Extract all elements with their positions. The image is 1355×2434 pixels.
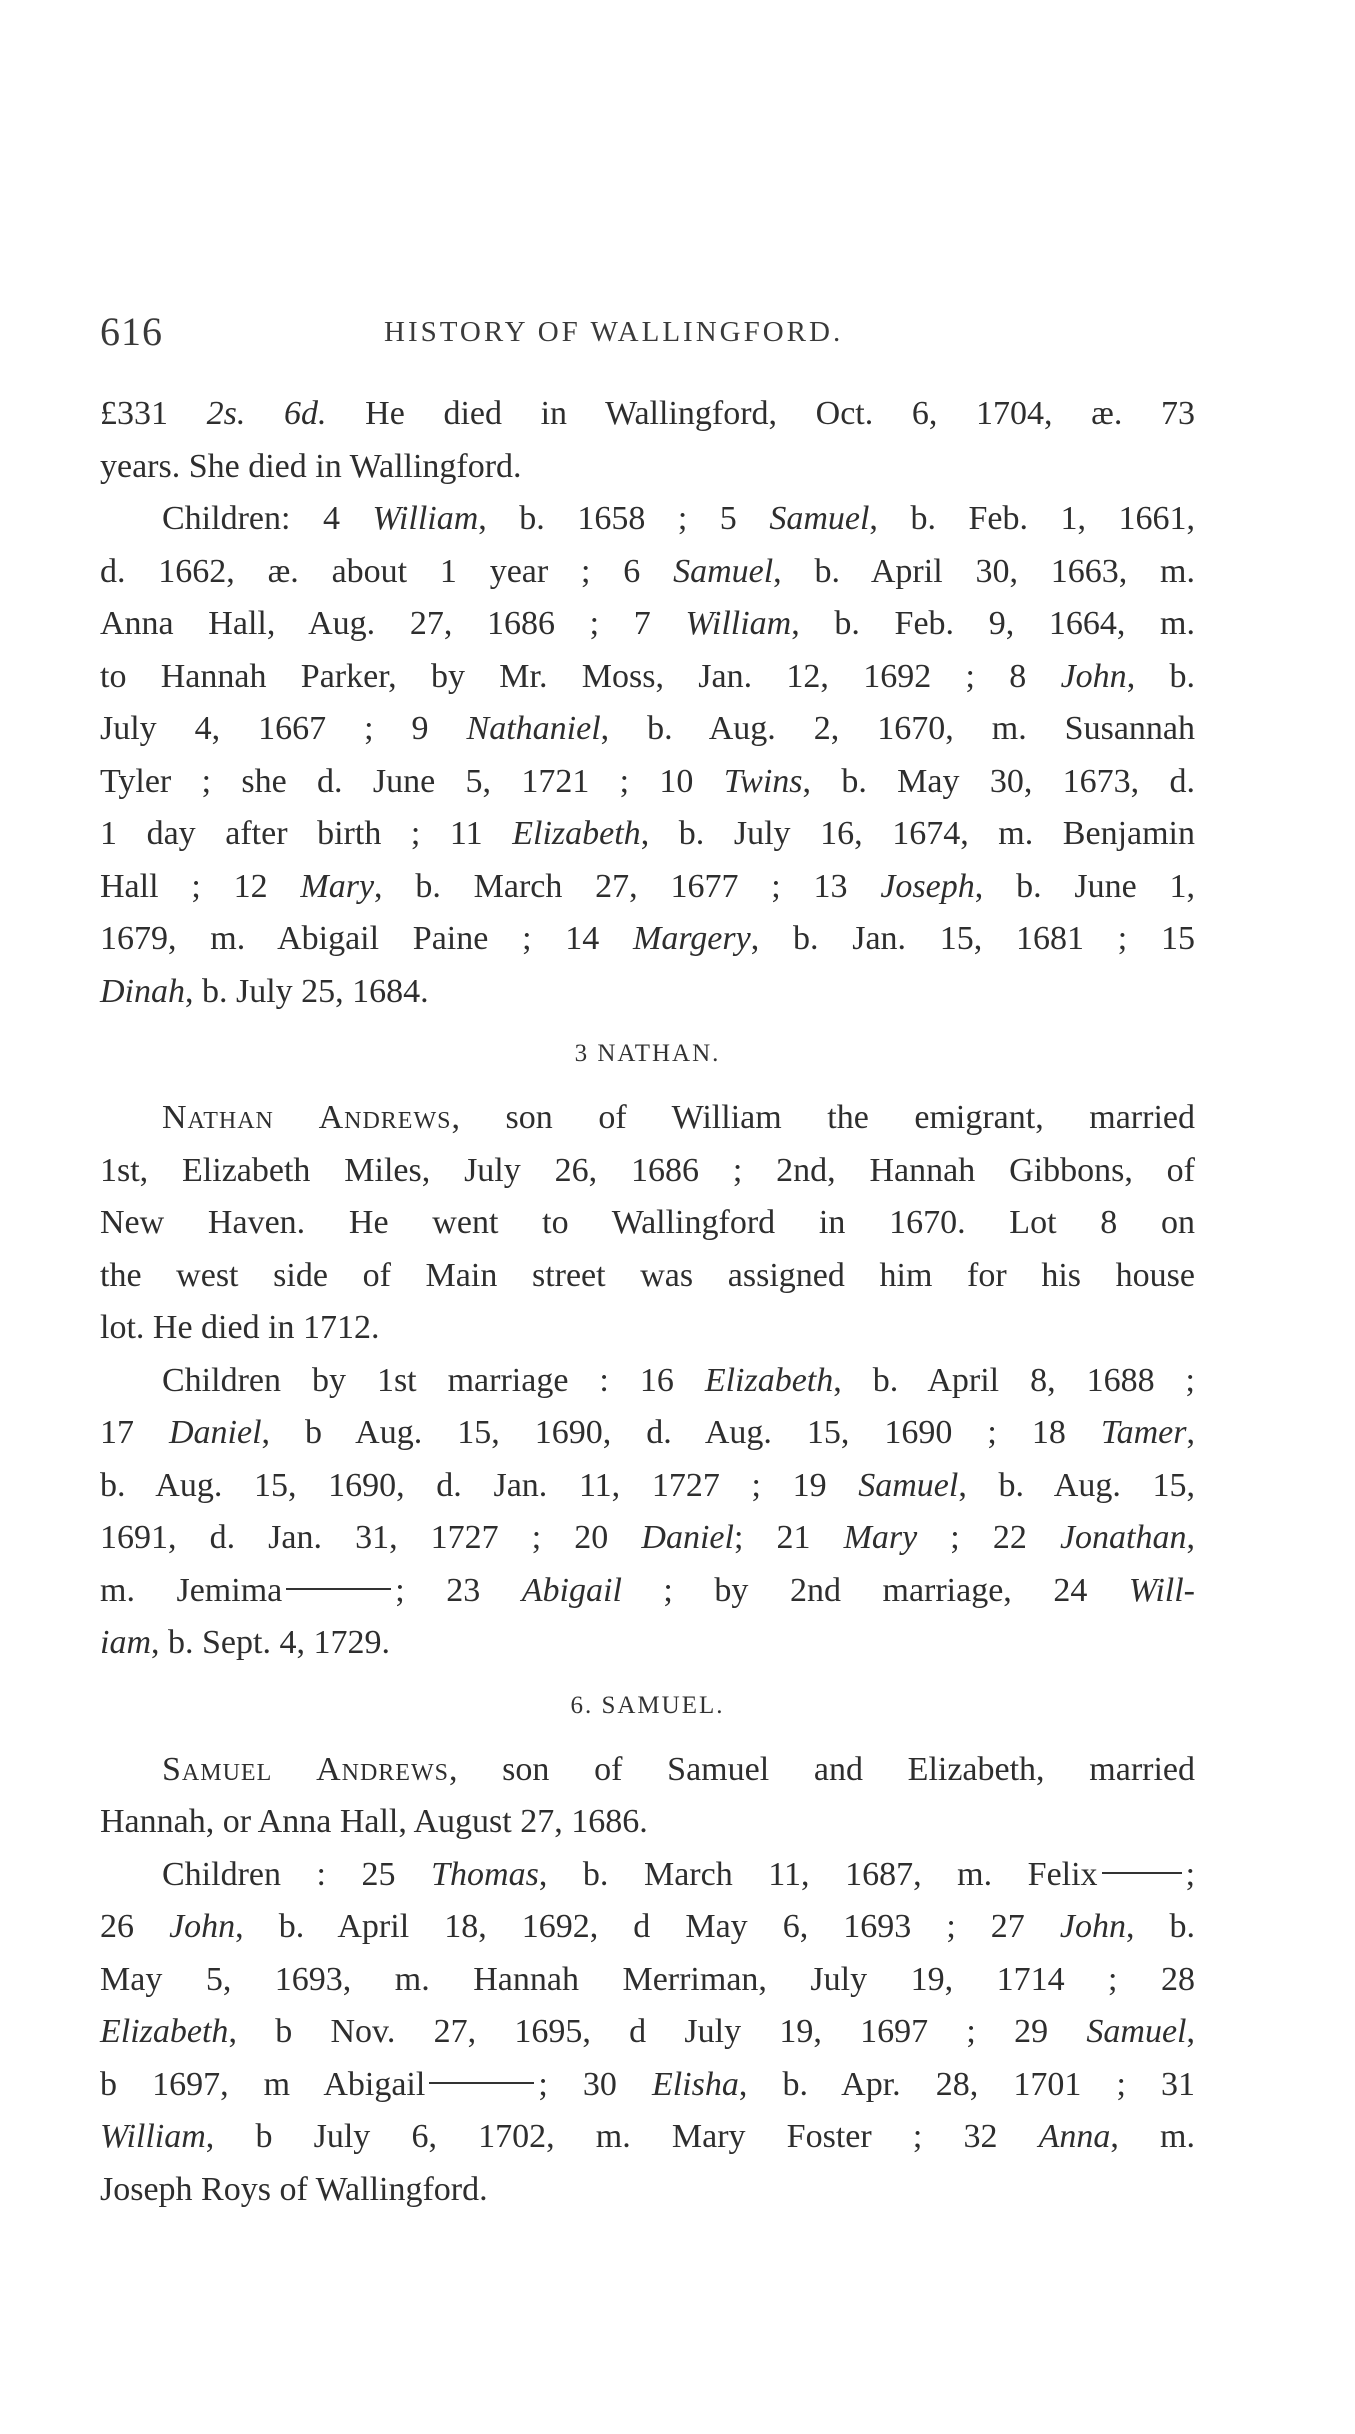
text-line: iam, b. Sept. 4, 1729. <box>100 1624 390 1661</box>
text-line: Children : 25 Thomas, b. March 11, 1687, m. Felix ; <box>162 1855 1196 1893</box>
text-line: May 5, 1693, m. Hannah Merriman, July 19, 1714 ; 28 <box>100 1960 1195 1998</box>
text-line: m. Jemima ; 23 Abigail ; by 2nd marriage, 24 Will- <box>100 1571 1195 1609</box>
text-line: the west side of Main street was assigned him for his house <box>100 1256 1195 1294</box>
text-line: b 1697, m Abigail ; 30 Elisha, b. Apr. 28, 1701 ; 31 <box>100 2065 1195 2103</box>
text-line: William, b July 6, 1702, m. Mary Foster ; 32 Anna, m. <box>100 2118 1195 2155</box>
page-header <box>100 308 1195 364</box>
text-line: d. 1662, æ. about 1 year ; 6 Samuel, b. April 30, 1663, m. <box>100 552 1195 590</box>
section-heading-samuel: 6. SAMUEL. <box>570 1691 725 1719</box>
text-line: Hannah, or Anna Hall, August 27, 1686. <box>100 1803 648 1840</box>
blank-dash <box>1102 1872 1182 1874</box>
text-line: Elizabeth, b Nov. 27, 1695, d July 19, 1697 ; 29 Samuel, <box>100 2013 1195 2050</box>
text-line: Joseph Roys of Wallingford. <box>100 2170 488 2208</box>
text-line: Hall ; 12 Mary, b. March 27, 1677 ; 13 Joseph, b. June 1, <box>100 867 1195 905</box>
page-number: 616 <box>100 309 163 354</box>
text-line: £331 2s. 6d. He died in Wallingford, Oct. 6, 1704, æ. 73 <box>100 395 1195 432</box>
text-line: Nathan Andrews, son of William the emigrant, married <box>162 1099 1195 1136</box>
text-line: Children: 4 William, b. 1658 ; 5 Samuel, b. Feb. 1, 1661, <box>162 500 1196 537</box>
spacer <box>100 1018 1195 1028</box>
text-line: Anna Hall, Aug. 27, 1686 ; 7 William, b. Feb. 9, 1664, m. <box>100 605 1195 642</box>
text-line: Dinah, b. July 25, 1684. <box>100 972 429 1010</box>
spacer <box>100 1670 1195 1680</box>
text-line: Tyler ; she d. June 5, 1721 ; 10 Twins, b. May 30, 1673, d. <box>100 762 1195 800</box>
text-line: Samuel Andrews, son of Samuel and Elizabeth, married <box>162 1750 1195 1788</box>
text-line: 1679, m. Abigail Paine ; 14 Margery, b. Jan. 15, 1681 ; 15 <box>100 920 1195 957</box>
text-line: New Haven. He went to Wallingford in 1670. Lot 8 on <box>100 1204 1195 1241</box>
text-line: 17 Daniel, b Aug. 15, 1690, d. Aug. 15, 1690 ; 18 Tamer, <box>100 1414 1195 1451</box>
text-line: Children by 1st marriage : 16 Elizabeth, b. April 8, 1688 ; <box>162 1361 1195 1399</box>
text-line: 26 John, b. April 18, 1692, d May 6, 1693 ; 27 John, b. <box>100 1908 1196 1945</box>
text-line: lot. He died in 1712. <box>100 1309 380 1346</box>
blank-dash <box>286 1588 391 1590</box>
text-line: years. She died in Wallingford. <box>100 447 522 485</box>
text-line: 1691, d. Jan. 31, 1727 ; 20 Daniel; 21 Mary ; 22 Jonathan, <box>100 1519 1195 1556</box>
text-line: 1st, Elizabeth Miles, July 26, 1686 ; 2nd, Hannah Gibbons, of <box>100 1151 1195 1189</box>
running-head: HISTORY OF WALLINGFORD. <box>384 316 844 348</box>
blank-dash <box>429 2082 534 2084</box>
text-line: b. Aug. 15, 1690, d. Jan. 11, 1727 ; 19 Samuel, b. Aug. 15, <box>100 1466 1195 1504</box>
body-text <box>100 388 1195 2216</box>
text-line: July 4, 1667 ; 9 Nathaniel, b. Aug. 2, 1670, m. Susannah <box>100 710 1196 747</box>
text-line: to Hannah Parker, by Mr. Moss, Jan. 12, 1692 ; 8 John, b. <box>100 657 1195 695</box>
text-line: 1 day after birth ; 11 Elizabeth, b. July 16, 1674, m. Benjamin <box>100 815 1195 852</box>
section-heading-nathan: 3 NATHAN. <box>574 1040 721 1067</box>
